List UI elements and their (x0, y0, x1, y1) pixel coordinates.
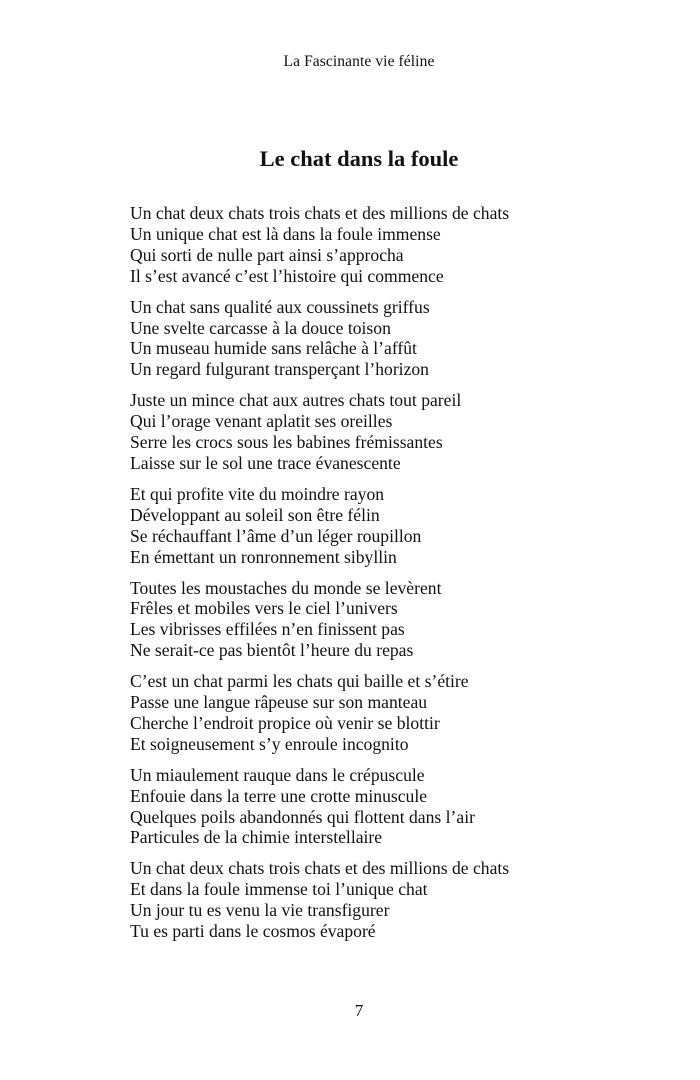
verse-line: Toutes les moustaches du monde se levèrent (130, 577, 442, 598)
verse-line: Développant au soleil son être félin (130, 504, 380, 525)
verse-line: Un chat sans qualité aux coussinets griffus (130, 296, 430, 317)
verse-line: Un miaulement rauque dans le crépuscule (130, 764, 425, 785)
verse-line: Serre les crocs sous les babines frémissantes (130, 432, 443, 453)
page-number: 7 (354, 1001, 364, 1020)
stanza-6 (130, 671, 670, 755)
stanza-4 (130, 484, 670, 568)
stanza-8 (130, 858, 670, 942)
verse-line: Les vibrisses effilées n’en finissent pas (130, 619, 405, 640)
verse-line: Un chat deux chats trois chats et des millions de chats (130, 203, 510, 223)
verse-line: Frêles et mobiles vers le ciel l’univers (130, 598, 398, 619)
verse-line: Particules de la chimie interstellaire (130, 827, 383, 848)
stanza-2 (130, 297, 670, 381)
verse-line: Une svelte carcasse à la douce toison (130, 317, 391, 338)
verse-line: Passe une langue râpeuse sur son manteau (130, 692, 428, 713)
verse-line: Laisse sur le sol une trace évanescente (130, 452, 401, 473)
verse-line: En émettant un ronronnement sibyllin (130, 546, 397, 567)
verse-line: C’est un chat parmi les chats qui baille et s’étire (130, 671, 469, 692)
verse-line: Enfouie dans la terre une crotte minuscule (130, 785, 428, 806)
verse-line: Et dans la foule immense toi l’unique chat (130, 879, 428, 900)
verse-line: Un museau humide sans relâche à l’affût (130, 338, 417, 359)
verse-line: Cherche l’endroit propice où venir se blottir (130, 712, 440, 733)
verse-line: Et qui profite vite du moindre rayon (130, 483, 385, 504)
verse-line: Qui l’orage venant aplatit ses oreilles (130, 411, 393, 432)
stanza-1 (130, 203, 670, 287)
verse-line: Tu es parti dans le cosmos évaporé (130, 921, 376, 942)
verse-line: Juste un mince chat aux autres chats tout pareil (130, 390, 462, 411)
verse-line: Il s’est avancé c’est l’histoire qui commence (130, 265, 444, 286)
verse-line: Ne serait-ce pas bientôt l’heure du repas (130, 640, 414, 661)
stanza-3 (130, 390, 670, 474)
poem-title: Le chat dans la foule (259, 146, 459, 171)
verse-line: Se réchauffant l’âme d’un léger roupillon (130, 525, 422, 546)
verse-line: Un jour tu es venu la vie transfigurer (130, 900, 390, 921)
verse-line: Un unique chat est là dans la foule immense (130, 223, 441, 244)
verse-line: Quelques poils abandonnés qui flottent dans l’air (130, 806, 475, 827)
verse-line: Qui sorti de nulle part ainsi s’approcha (130, 244, 404, 265)
running-header: La Fascinante vie féline (283, 53, 435, 70)
stanza-7 (130, 765, 670, 849)
verse-line: Un chat deux chats trois chats et des millions de chats (130, 858, 510, 879)
verse-line: Un regard fulgurant transperçant l’horizon (130, 359, 429, 380)
poem-body (130, 203, 670, 952)
stanza-5 (130, 578, 670, 662)
verse-line: Et soigneusement s’y enroule incognito (130, 733, 409, 754)
